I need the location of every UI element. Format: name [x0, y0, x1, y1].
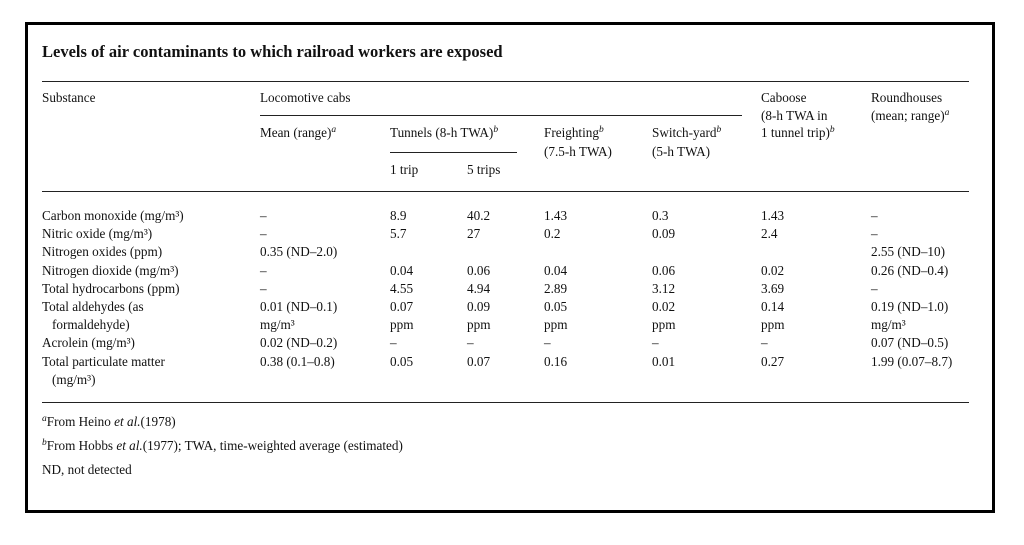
header-freighting-twa: (7.5-h TWA) [544, 144, 612, 159]
cell-caboose: – [761, 335, 768, 351]
cell-switch: – [652, 335, 659, 351]
cell-round: – [871, 208, 878, 223]
cell-mean: – [260, 226, 267, 242]
cell-round: 2.55 (ND–10) [871, 244, 945, 260]
cell-t5: 0.09 [467, 299, 491, 314]
header-substance: Substance [42, 90, 96, 105]
cell-switch: 0.01 [652, 353, 676, 369]
cell-freight: 0.16 [544, 353, 568, 369]
cell-t5: 0.07 [467, 353, 491, 369]
footnote-a: $^a$From Heino et al.(1978) [42, 414, 176, 429]
cell-switch: ppm [652, 317, 676, 333]
table-title: Levels of air contaminants to which railroad workers are exposed [42, 42, 503, 61]
cell-round: – [871, 280, 878, 296]
cell-caboose: 0.27 [761, 353, 785, 369]
cell-t1: 5.7 [390, 226, 407, 242]
cell-substance: Total hydrocarbons (ppm) [42, 280, 180, 296]
cell-caboose: 0.14 [761, 299, 785, 314]
cell-substance: Nitrogen oxides (ppm) [42, 244, 163, 260]
cell-round: 0.26 (ND–0.4) [871, 262, 949, 278]
cell-t5: ppm [467, 317, 491, 333]
cell-mean: 0.38 (0.1–0.8) [260, 353, 335, 369]
cell-t1: 0.04 [390, 262, 414, 278]
cell-t5: – [467, 335, 474, 351]
cell-mean: 0.01 (ND–0.1) [260, 299, 338, 314]
header-caboose-trip: 1 tunnel trip)$^b$ [761, 125, 835, 140]
cell-freight: 0.04 [544, 262, 568, 278]
table-bottom-rule [42, 402, 969, 403]
cell-switch: 0.09 [652, 226, 676, 242]
cell-t5: 0.06 [467, 262, 491, 278]
header-locomotive-cabs: Locomotive cabs [260, 90, 351, 105]
cell-t1: 0.05 [390, 353, 414, 369]
header-roundhouses: Roundhouses [871, 90, 943, 105]
cell-t5: 40.2 [467, 208, 491, 223]
cell-caboose: 1.43 [761, 208, 785, 223]
cell-substance: Nitric oxide (mg/m³) [42, 226, 153, 242]
cell-t5: 27 [467, 226, 481, 242]
header-caboose: Caboose [761, 90, 807, 105]
header-freighting: Freighting$^b$ [544, 125, 604, 140]
cell-switch: 0.02 [652, 299, 676, 314]
cell-switch: 3.12 [652, 280, 676, 296]
cell-t1: 4.55 [390, 280, 414, 296]
cell-substance: Acrolein (mg/m³) [42, 335, 135, 351]
header-five-trips: 5 trips [467, 162, 501, 177]
cell-caboose: 2.4 [761, 226, 778, 242]
cell-freight: 1.43 [544, 208, 568, 223]
cell-caboose: 0.02 [761, 262, 785, 278]
header-one-trip: 1 trip [390, 162, 419, 177]
cell-substance: Total aldehydes (as [42, 299, 144, 314]
cell-substance: Carbon monoxide (mg/m³) [42, 208, 184, 223]
cell-t1: 0.07 [390, 299, 414, 314]
cell-mean: – [260, 208, 267, 223]
cell-t1: – [390, 335, 397, 351]
header-mean-range: Mean (range)$^a$ [260, 125, 337, 140]
cell-substance: (mg/m³) [52, 371, 96, 387]
header-switch-yard-twa: (5-h TWA) [652, 144, 710, 159]
tunnels-rule [390, 152, 517, 153]
cell-mean: – [260, 262, 267, 278]
header-tunnels: Tunnels (8-h TWA)$^b$ [390, 125, 499, 140]
cell-round: 0.19 (ND–1.0) [871, 299, 949, 314]
cell-caboose: ppm [761, 317, 785, 333]
cell-switch: 0.06 [652, 262, 676, 278]
cell-round: – [871, 226, 878, 242]
cell-t5: 4.94 [467, 280, 491, 296]
cell-round: mg/m³ [871, 317, 906, 333]
header-roundhouses-mean: (mean; range)$^a$ [871, 108, 950, 123]
cell-freight: 0.05 [544, 299, 568, 314]
footnote-b: $^b$From Hobbs et al.(1977); TWA, time-weighted average (estimated) [42, 438, 403, 453]
cell-substance: formaldehyde) [52, 317, 130, 333]
cell-substance: Nitrogen dioxide (mg/m³) [42, 262, 179, 278]
cell-freight: 0.2 [544, 226, 561, 242]
cell-freight: ppm [544, 317, 568, 333]
cell-t1: 8.9 [390, 208, 407, 223]
cell-t1: ppm [390, 317, 414, 333]
cell-freight: – [544, 335, 551, 351]
cell-freight: 2.89 [544, 280, 568, 296]
cell-round: 1.99 (0.07–8.7) [871, 353, 953, 369]
cell-mean: mg/m³ [260, 317, 295, 333]
cell-substance: Total particulate matter [42, 353, 165, 369]
cell-switch: 0.3 [652, 208, 669, 223]
top-rule [42, 81, 969, 82]
cell-caboose: 3.69 [761, 280, 785, 296]
cell-round: 0.07 (ND–0.5) [871, 335, 949, 351]
cell-mean: – [260, 280, 267, 296]
footnote-nd: ND, not detected [42, 462, 132, 477]
cell-mean: 0.35 (ND–2.0) [260, 244, 338, 260]
header-switch-yard: Switch-yard$^b$ [652, 125, 722, 140]
header-bottom-rule [42, 191, 969, 192]
cell-mean: 0.02 (ND–0.2) [260, 335, 338, 351]
header-caboose-twa: (8-h TWA in [761, 108, 828, 123]
locomotive-rule [260, 115, 742, 116]
